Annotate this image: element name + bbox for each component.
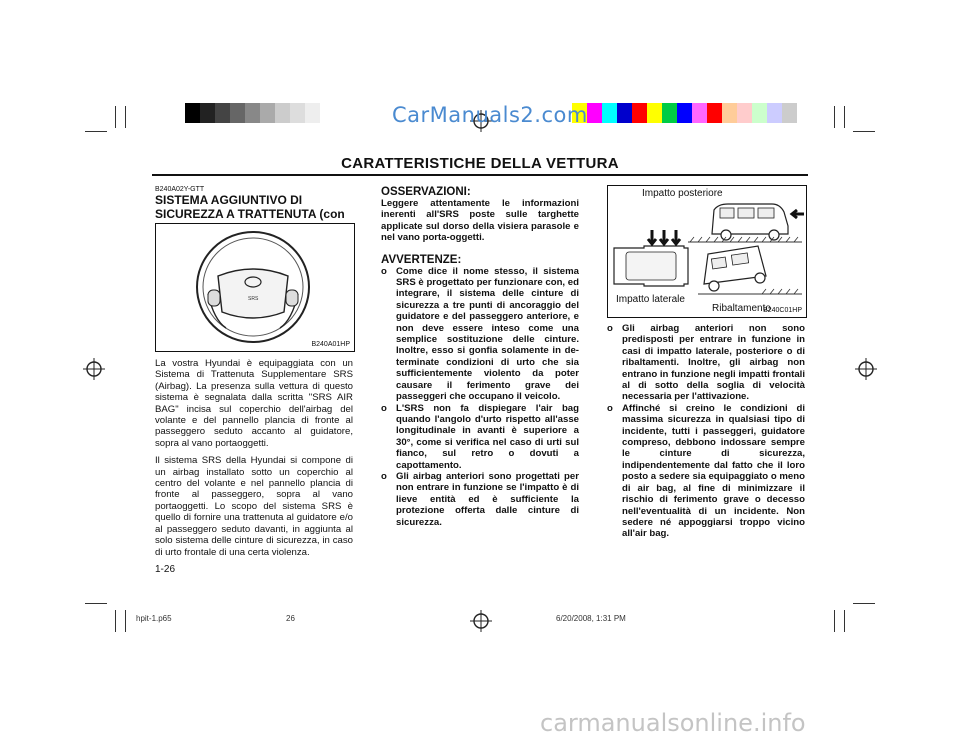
notes-text: Leggere attentamente le informazioni inerenti all'SRS poste sulle targhette applicate sul dorso della visiera parasole e nel vano porta-oggetti. (381, 198, 579, 244)
left-text (155, 358, 353, 564)
figure-code: B240A01HP (311, 341, 350, 348)
color-swatch (290, 103, 305, 123)
color-swatch (617, 103, 632, 123)
paragraph: La vostra Hyundai è equipaggiata con un Sistema di Trattenuta Supplementare SRS (Airbag). La presenza sulla vettura di questo sistema è segnalata dalla scritta "SRS AIR BAG" incisa sul coperchio dell'airbag del volante e del pannello plancia di fronte al passeggero seduto accanto al guidatore, sopra al vano portaoggetti. (155, 358, 353, 449)
crop-mark (125, 106, 126, 128)
bullet-marker: o (607, 323, 613, 334)
color-swatch (782, 103, 797, 123)
section-heading: SISTEMA AGGIUNTIVO DI SICUREZZA A TRATTENUTA (con (155, 193, 345, 221)
side-impact-suv-icon (614, 230, 688, 286)
color-swatch (230, 103, 245, 123)
title-divider (152, 174, 808, 176)
warnings-heading: AVVERTENZE: (381, 253, 462, 266)
color-swatch (662, 103, 677, 123)
page-number: 1-26 (155, 564, 176, 575)
color-swatch (185, 103, 200, 123)
bullet-marker: o (607, 402, 613, 414)
crop-mark (85, 131, 107, 132)
color-swatch (275, 103, 290, 123)
label-rear-impact: Impatto posteriore (642, 188, 723, 199)
bullet-marker: o (381, 402, 387, 414)
color-swatch (707, 103, 722, 123)
list-item (607, 403, 805, 540)
color-swatch (245, 103, 260, 123)
color-swatch (692, 103, 707, 123)
color-swatch (647, 103, 662, 123)
bullet-text: Gli airbag anteriori non sono predisposti per entrare in funzione in casi di impatto laterale, posteriore o di ribaltamenti. Inoltre, gli airbag non entrano in funzione negli impatti frontali al di sotto della soglia di velocità necessaria per l'attivazione. (622, 323, 805, 403)
page-title: CARATTERISTICHE DELLA VETTURA (341, 155, 619, 172)
color-swatch (767, 103, 782, 123)
steering-wheel-figure (155, 223, 355, 352)
list-item (607, 323, 805, 403)
notes-heading: OSSERVAZIONI: (381, 186, 471, 198)
bullet-text: L'SRS non fa dispiegare l'air bag quando l'angolo d'urto rispetto all'asse longitudinale in avanti è superiore a 30°, come si verifica nel caso di urti sul fianco, sul retro o dovuti a capottamento. (396, 402, 579, 471)
watermark-top: CarManuals2.com (392, 103, 588, 127)
impact-types-figure (607, 185, 807, 318)
color-swatch (602, 103, 617, 123)
crop-mark (853, 131, 875, 132)
gray-calibration-bar (185, 103, 320, 123)
color-swatch (632, 103, 647, 123)
crop-mark (844, 610, 845, 632)
crop-mark (115, 106, 116, 128)
bullet-text: Gli airbag anteriori sono progettati per non entrare in funzione se l'impatto è di lieve entità ed è sufficiente la protezione offerta dalle cinture di sicurezza. (396, 470, 579, 528)
list-item (381, 403, 579, 471)
crop-mark (115, 610, 116, 632)
list-item (381, 266, 579, 403)
list-item (381, 471, 579, 528)
color-calibration-bar (572, 103, 797, 123)
paragraph: Il sistema SRS della Hyundai si compone di un airbag installato sotto un coperchio al centro del volante e nel pannello plancia di fronte al passeggero, sopra al vano portaoggetti. Lo scopo del sistema SRS è quello di fornire una trattenuta al guidatore e/o al passeggero seduto davanti, in aggiunta al solo sistema delle cinture di sicurezza, in caso di urto frontale di una certa violenza. (155, 455, 353, 558)
footer-page: 26 (286, 614, 295, 623)
color-swatch (587, 103, 602, 123)
middle-column (381, 186, 579, 528)
right-bullets (607, 323, 805, 540)
color-swatch (737, 103, 752, 123)
label-side-impact: Impatto laterale (616, 294, 685, 305)
warnings-list (381, 266, 579, 528)
watermark-bottom: carmanualsonline.info (540, 709, 806, 737)
footer-datetime: 6/20/2008, 1:31 PM (556, 614, 626, 623)
crop-mark (125, 610, 126, 632)
svg-text:SRS: SRS (248, 296, 259, 302)
crop-mark (85, 603, 107, 604)
bullet-text: Come dice il nome stesso, il sistema SRS è progettato per funzionare con, ed integrare, il sistema delle cinture di sicurezza a tre punti di ancoraggio del guidatore e del passeggero anteriore, e non deve essere inteso come una semplice sostituzione delle cinture. Inoltre, esso si gonfia solamente in de-terminate condizioni di urto che sia sufficientemente violento da poter causare il ferimento grave dei passeggeri che occupano il veicolo. (396, 265, 579, 403)
color-swatch (722, 103, 737, 123)
crop-mark (834, 610, 835, 632)
figure-code: B240C01HP (763, 307, 802, 314)
registration-target-icon (855, 358, 877, 380)
footer-file: hpit-1.p65 (136, 614, 172, 623)
crop-mark (853, 603, 875, 604)
bullet-text: Affinché si creino le condizioni di massima sicurezza in qualsiasi tipo di incidente, tutti i passeggeri, guidatore compreso, debbono indossare sempre le cinture di sicurezza, indipendentemente dal fatto che il loro posto a sedere sia equipaggiato o meno di air bag, al fine di minimizzare il rischio di ferimento grave o decesso nell'eventualità di un incidente. Non sedere né appoggiarsi troppo vicino all'air bag. (622, 402, 805, 540)
crop-mark (834, 106, 835, 128)
color-swatch (260, 103, 275, 123)
steering-wheel-icon (156, 224, 354, 351)
registration-target-icon (470, 610, 492, 632)
registration-target-icon (83, 358, 105, 380)
rollover-suv-icon (698, 246, 802, 294)
bullet-marker: o (381, 265, 387, 277)
section-code: B240A02Y-GTT (155, 186, 205, 193)
bullet-marker: o (381, 470, 387, 482)
color-swatch (752, 103, 767, 123)
color-swatch (305, 103, 320, 123)
crop-mark (844, 106, 845, 128)
label-rollover: Ribaltamento (712, 303, 771, 314)
rear-impact-suv-icon (688, 204, 804, 242)
color-swatch (677, 103, 692, 123)
color-swatch (215, 103, 230, 123)
color-swatch (200, 103, 215, 123)
